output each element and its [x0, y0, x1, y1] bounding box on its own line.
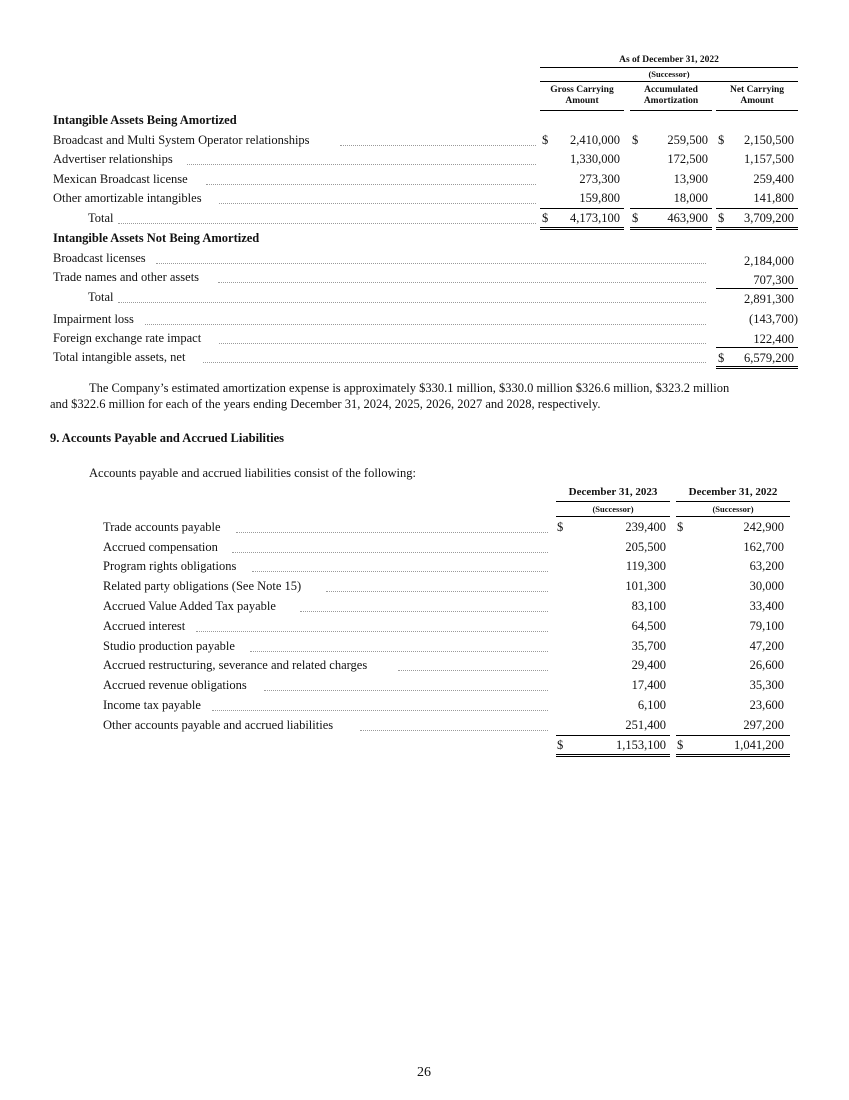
- leader-dots: [219, 203, 536, 204]
- rule: [540, 229, 624, 230]
- rule: [716, 347, 798, 348]
- total-gross: 4,173,100: [570, 211, 620, 225]
- ap-2023: 29,400: [631, 658, 666, 672]
- rule: [676, 501, 790, 502]
- rule: [556, 735, 670, 736]
- amortization-paragraph-line2: and $322.6 million for each of the years ending December 31, 2024, 2025, 2026, 2027 and 2028, respectively.: [50, 397, 601, 411]
- leader-dots: [212, 710, 548, 711]
- successor-2023: (Successor): [592, 504, 634, 514]
- net-value: (143,700): [749, 312, 798, 326]
- note9-title: 9. Accounts Payable and Accrued Liabilities: [50, 431, 285, 445]
- ap-2023: 35,700: [631, 639, 666, 653]
- row-label: Broadcast licenses: [53, 251, 146, 265]
- accum-value: 13,900: [673, 172, 708, 186]
- rule: [556, 754, 670, 755]
- leader-dots: [398, 670, 548, 671]
- rule: [716, 208, 798, 209]
- ap-row-label: Program rights obligations: [103, 559, 237, 573]
- col-accum-header: Accumulated Amortization: [643, 85, 699, 106]
- ap-2022: 297,200: [743, 718, 784, 732]
- leader-dots: [340, 145, 536, 146]
- ap-2022: 47,200: [749, 639, 784, 653]
- rule: [556, 516, 670, 517]
- leader-dots: [360, 730, 548, 731]
- dollar-sign: $: [632, 133, 639, 147]
- leader-dots: [187, 164, 536, 165]
- row-label: Total: [88, 290, 114, 304]
- accum-value: 259,500: [667, 133, 708, 147]
- ap-2023: 239,400: [625, 520, 666, 534]
- net-value: 2,184,000: [744, 254, 794, 268]
- gross-value: 2,410,000: [570, 133, 620, 147]
- leader-dots: [252, 571, 548, 572]
- total-accum: 463,900: [667, 211, 708, 225]
- header-as-of: As of December 31, 2022: [619, 55, 719, 65]
- rule: [540, 81, 798, 82]
- net-value: 259,400: [753, 172, 794, 186]
- ap-row-label: Accrued Value Added Tax payable: [103, 599, 276, 613]
- rule: [556, 756, 670, 757]
- rule: [556, 501, 670, 502]
- leader-dots: [203, 362, 706, 363]
- rule: [540, 67, 798, 68]
- successor-2022: (Successor): [712, 504, 754, 514]
- row-label: Foreign exchange rate impact: [53, 331, 202, 345]
- rule: [676, 754, 790, 755]
- leader-dots: [206, 184, 536, 185]
- rule: [676, 756, 790, 757]
- dollar-sign: $: [718, 351, 725, 365]
- dollar-sign: $: [718, 211, 725, 225]
- rule: [716, 229, 798, 230]
- leader-dots: [219, 343, 706, 344]
- accum-value: 172,500: [667, 152, 708, 166]
- leader-dots: [145, 324, 706, 325]
- net-value: 1,157,500: [744, 152, 794, 166]
- ap-row-label: Other accounts payable and accrued liabilities: [103, 718, 334, 732]
- leader-dots: [156, 263, 706, 264]
- rule: [716, 288, 798, 289]
- row-label: Advertiser relationships: [53, 152, 173, 166]
- ap-2022: 33,400: [749, 599, 784, 613]
- net-value: 122,400: [753, 332, 794, 346]
- leader-dots: [118, 302, 706, 303]
- col-2023-header: December 31, 2023: [568, 486, 658, 498]
- section-amortized-heading: Intangible Assets Being Amortized: [53, 113, 237, 127]
- rule: [630, 208, 712, 209]
- grand-total-net: 6,579,200: [744, 351, 794, 365]
- leader-dots: [118, 223, 536, 224]
- ap-total-2022: 1,041,200: [734, 738, 784, 752]
- ap-row-label: Trade accounts payable: [103, 520, 221, 534]
- rule: [540, 110, 624, 111]
- ap-2022: 79,100: [749, 619, 784, 633]
- ap-2023: 251,400: [625, 718, 666, 732]
- rule: [630, 229, 712, 230]
- ap-2022: 242,900: [743, 520, 784, 534]
- rule: [540, 227, 624, 228]
- rule: [676, 516, 790, 517]
- row-label: Mexican Broadcast license: [53, 172, 188, 186]
- accum-value: 18,000: [673, 191, 708, 205]
- leader-dots: [236, 532, 548, 533]
- ap-row-label: Accrued revenue obligations: [103, 678, 247, 692]
- ap-total-2023: 1,153,100: [616, 738, 666, 752]
- total-label: Total: [88, 211, 114, 225]
- dollar-sign: $: [677, 738, 684, 752]
- leader-dots: [196, 631, 548, 632]
- ap-2023: 64,500: [631, 619, 666, 633]
- net-value: 707,300: [753, 273, 794, 287]
- ap-row-label: Income tax payable: [103, 698, 201, 712]
- dollar-sign: $: [677, 520, 684, 534]
- rule: [716, 110, 798, 111]
- col-2022-header: December 31, 2022: [688, 486, 778, 498]
- gross-value: 273,300: [579, 172, 620, 186]
- leader-dots: [264, 690, 548, 691]
- ap-2022: 23,600: [749, 698, 784, 712]
- ap-row-label: Related party obligations (See Note 15): [103, 579, 302, 593]
- total-net: 3,709,200: [744, 211, 794, 225]
- ap-2023: 6,100: [637, 698, 666, 712]
- col-net-header: Net Carrying Amount: [729, 85, 785, 106]
- header-successor: (Successor): [648, 69, 690, 79]
- ap-2022: 30,000: [749, 579, 784, 593]
- ap-2022: 35,300: [749, 678, 784, 692]
- ap-2023: 119,300: [625, 559, 666, 573]
- row-label: Impairment loss: [53, 312, 134, 326]
- ap-row-label: Accrued compensation: [103, 540, 218, 554]
- row-label: Total intangible assets, net: [53, 350, 186, 364]
- rule: [630, 227, 712, 228]
- rule: [540, 208, 624, 209]
- ap-2023: 101,300: [625, 579, 666, 593]
- net-value: 141,800: [753, 191, 794, 205]
- ap-2022: 26,600: [749, 658, 784, 672]
- ap-2023: 205,500: [625, 540, 666, 554]
- dollar-sign: $: [542, 133, 549, 147]
- page-number: 26: [417, 1065, 431, 1080]
- leader-dots: [232, 552, 548, 553]
- ap-row-label: Studio production payable: [103, 639, 235, 653]
- leader-dots: [250, 651, 548, 652]
- dollar-sign: $: [718, 133, 725, 147]
- ap-row-label: Accrued interest: [103, 619, 186, 633]
- note9-intro: Accounts payable and accrued liabilities consist of the following:: [89, 466, 416, 480]
- leader-dots: [300, 611, 548, 612]
- ap-2023: 83,100: [631, 599, 666, 613]
- section-not-amortized-heading: Intangible Assets Not Being Amortized: [53, 231, 260, 245]
- dollar-sign: $: [557, 738, 564, 752]
- dollar-sign: $: [557, 520, 564, 534]
- amortization-paragraph-line1: The Company’s estimated amortization expense is approximately $330.1 million, $330.0 million $326.6 million, $323.2 million: [89, 381, 730, 395]
- ap-2022: 162,700: [743, 540, 784, 554]
- leader-dots: [218, 282, 706, 283]
- row-label: Other amortizable intangibles: [53, 191, 202, 205]
- rule: [716, 368, 798, 369]
- ap-2023: 17,400: [631, 678, 666, 692]
- rule: [716, 366, 798, 367]
- net-value: 2,150,500: [744, 133, 794, 147]
- rule: [716, 227, 798, 228]
- col-gross-header: Gross Carrying Amount: [550, 85, 614, 106]
- row-label: Broadcast and Multi System Operator relationships: [53, 133, 310, 147]
- ap-row-label: Accrued restructuring, severance and related charges: [103, 658, 368, 672]
- leader-dots: [326, 591, 548, 592]
- rule: [630, 110, 712, 111]
- gross-value: 1,330,000: [570, 152, 620, 166]
- dollar-sign: $: [632, 211, 639, 225]
- gross-value: 159,800: [579, 191, 620, 205]
- rule: [676, 735, 790, 736]
- ap-2022: 63,200: [749, 559, 784, 573]
- net-value: 2,891,300: [744, 292, 794, 306]
- row-label: Trade names and other assets: [53, 270, 200, 284]
- dollar-sign: $: [542, 211, 549, 225]
